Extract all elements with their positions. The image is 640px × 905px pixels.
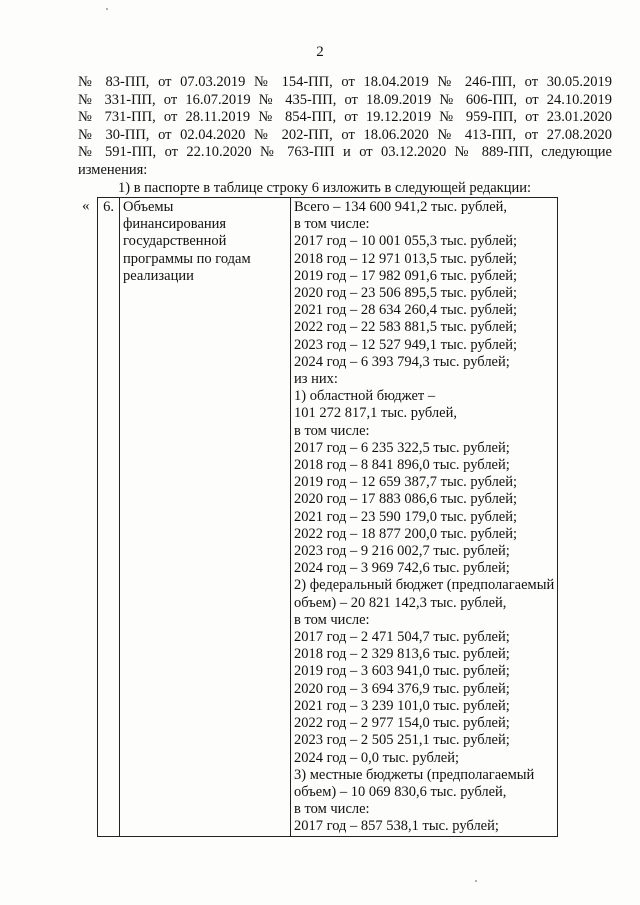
financing-line: 2017 год – 6 235 322,5 тыс. рублей; bbox=[294, 439, 510, 456]
row-number: 6. bbox=[103, 199, 114, 215]
financing-line: 2) федеральный бюджет (предполагаемый bbox=[294, 577, 555, 594]
row-name-line: государственной bbox=[123, 233, 227, 250]
financing-line: 2024 год – 6 393 794,3 тыс. рублей; bbox=[294, 353, 510, 370]
row-name-line: программы по годам bbox=[123, 250, 251, 267]
financing-line: объем) – 20 821 142,3 тыс. рублей, bbox=[294, 594, 507, 611]
financing-line: 2022 год – 2 977 154,0 тыс. рублей; bbox=[294, 715, 510, 732]
row-number-cell bbox=[98, 198, 120, 837]
financing-line: 101 272 817,1 тыс. рублей, bbox=[294, 405, 457, 422]
intro-line: № 331-ПП, от 16.07.2019 № 435-ПП, от 18.09.2019 № 606-ПП, от 24.10.2019 bbox=[78, 91, 612, 108]
row-name-line: финансирования bbox=[123, 216, 227, 233]
row-values-cell bbox=[291, 198, 558, 837]
financing-line: 2023 год – 12 527 949,1 тыс. рублей; bbox=[294, 336, 518, 353]
financing-line: в том числе: bbox=[294, 422, 370, 439]
financing-line: 2021 год – 28 634 260,4 тыс. рублей; bbox=[294, 302, 518, 319]
scan-speck bbox=[475, 880, 477, 882]
intro-line: № 591-ПП, от 22.10.2020 № 763-ПП и от 03.12.2020 № 889-ПП, следующие bbox=[78, 144, 612, 161]
financing-line: объем) – 10 069 830,6 тыс. рублей, bbox=[294, 783, 507, 800]
row-name-cell bbox=[120, 198, 291, 837]
financing-line: в том числе: bbox=[294, 611, 370, 628]
opening-quote: « bbox=[82, 198, 90, 214]
passport-table bbox=[97, 197, 558, 837]
financing-line: 2023 год – 2 505 251,1 тыс. рублей; bbox=[294, 732, 510, 749]
financing-line: 2019 год – 3 603 941,0 тыс. рублей; bbox=[294, 663, 510, 680]
financing-line: 2019 год – 12 659 387,7 тыс. рублей; bbox=[294, 474, 518, 491]
intro-line: № 30-ПП, от 02.04.2020 № 202-ПП, от 18.06.2020 № 413-ПП, от 27.08.2020 bbox=[78, 126, 612, 143]
intro-line: № 83-ПП, от 07.03.2019 № 154-ПП, от 18.04.2019 № 246-ПП, от 30.05.2019 bbox=[78, 74, 612, 90]
financing-line: в том числе: bbox=[294, 801, 370, 818]
financing-line: 2017 год – 10 001 055,3 тыс. рублей; bbox=[294, 233, 518, 250]
financing-line: 3) местные бюджеты (предполагаемый bbox=[294, 766, 535, 783]
financing-line: 2024 год – 3 969 742,6 тыс. рублей; bbox=[294, 560, 510, 577]
financing-line: 2021 год – 3 239 101,0 тыс. рублей; bbox=[294, 697, 510, 714]
financing-line: 2022 год – 18 877 200,0 тыс. рублей; bbox=[294, 525, 518, 542]
table-row bbox=[98, 198, 558, 837]
intro-line: изменения: bbox=[78, 161, 148, 178]
financing-line: 2024 год – 0,0 тыс. рублей; bbox=[294, 749, 460, 766]
intro-paragraph bbox=[78, 74, 612, 180]
financing-line: 1) областной бюджет – bbox=[294, 388, 436, 405]
financing-line: 2022 год – 22 583 881,5 тыс. рублей; bbox=[294, 319, 518, 336]
financing-line: 2020 год – 17 883 086,6 тыс. рублей; bbox=[294, 491, 518, 508]
financing-line: из них: bbox=[294, 371, 338, 388]
row-name-line: реализации bbox=[123, 267, 194, 284]
row-name-line: Объемы bbox=[123, 199, 174, 215]
scan-speck bbox=[106, 8, 108, 10]
financing-line: 2021 год – 23 590 179,0 тыс. рублей; bbox=[294, 508, 518, 525]
financing-line: 2017 год – 2 471 504,7 тыс. рублей; bbox=[294, 629, 510, 646]
financing-line: в том числе: bbox=[294, 216, 370, 233]
financing-line: 2018 год – 8 841 896,0 тыс. рублей; bbox=[294, 457, 510, 474]
financing-line: 2020 год – 23 506 895,5 тыс. рублей; bbox=[294, 285, 518, 302]
financing-line: 2017 год – 857 538,1 тыс. рублей; bbox=[294, 818, 499, 835]
financing-line: 2020 год – 3 694 376,9 тыс. рублей; bbox=[294, 680, 510, 697]
financing-line: 2018 год – 2 329 813,6 тыс. рублей; bbox=[294, 646, 510, 663]
intro-line: № 731-ПП, от 28.11.2019 № 854-ПП, от 19.12.2019 № 959-ПП, от 23.01.2020 bbox=[78, 109, 612, 126]
financing-line: Всего – 134 600 941,2 тыс. рублей, bbox=[294, 199, 508, 215]
page-number: 2 bbox=[316, 44, 324, 60]
financing-line: 2019 год – 17 982 091,6 тыс. рублей; bbox=[294, 267, 518, 284]
amendment-lead: 1) в паспорте в таблице строку 6 изложить в следующей редакции: bbox=[118, 180, 532, 196]
financing-line: 2023 год – 9 216 002,7 тыс. рублей; bbox=[294, 543, 510, 560]
financing-line: 2018 год – 12 971 013,5 тыс. рублей; bbox=[294, 250, 518, 267]
